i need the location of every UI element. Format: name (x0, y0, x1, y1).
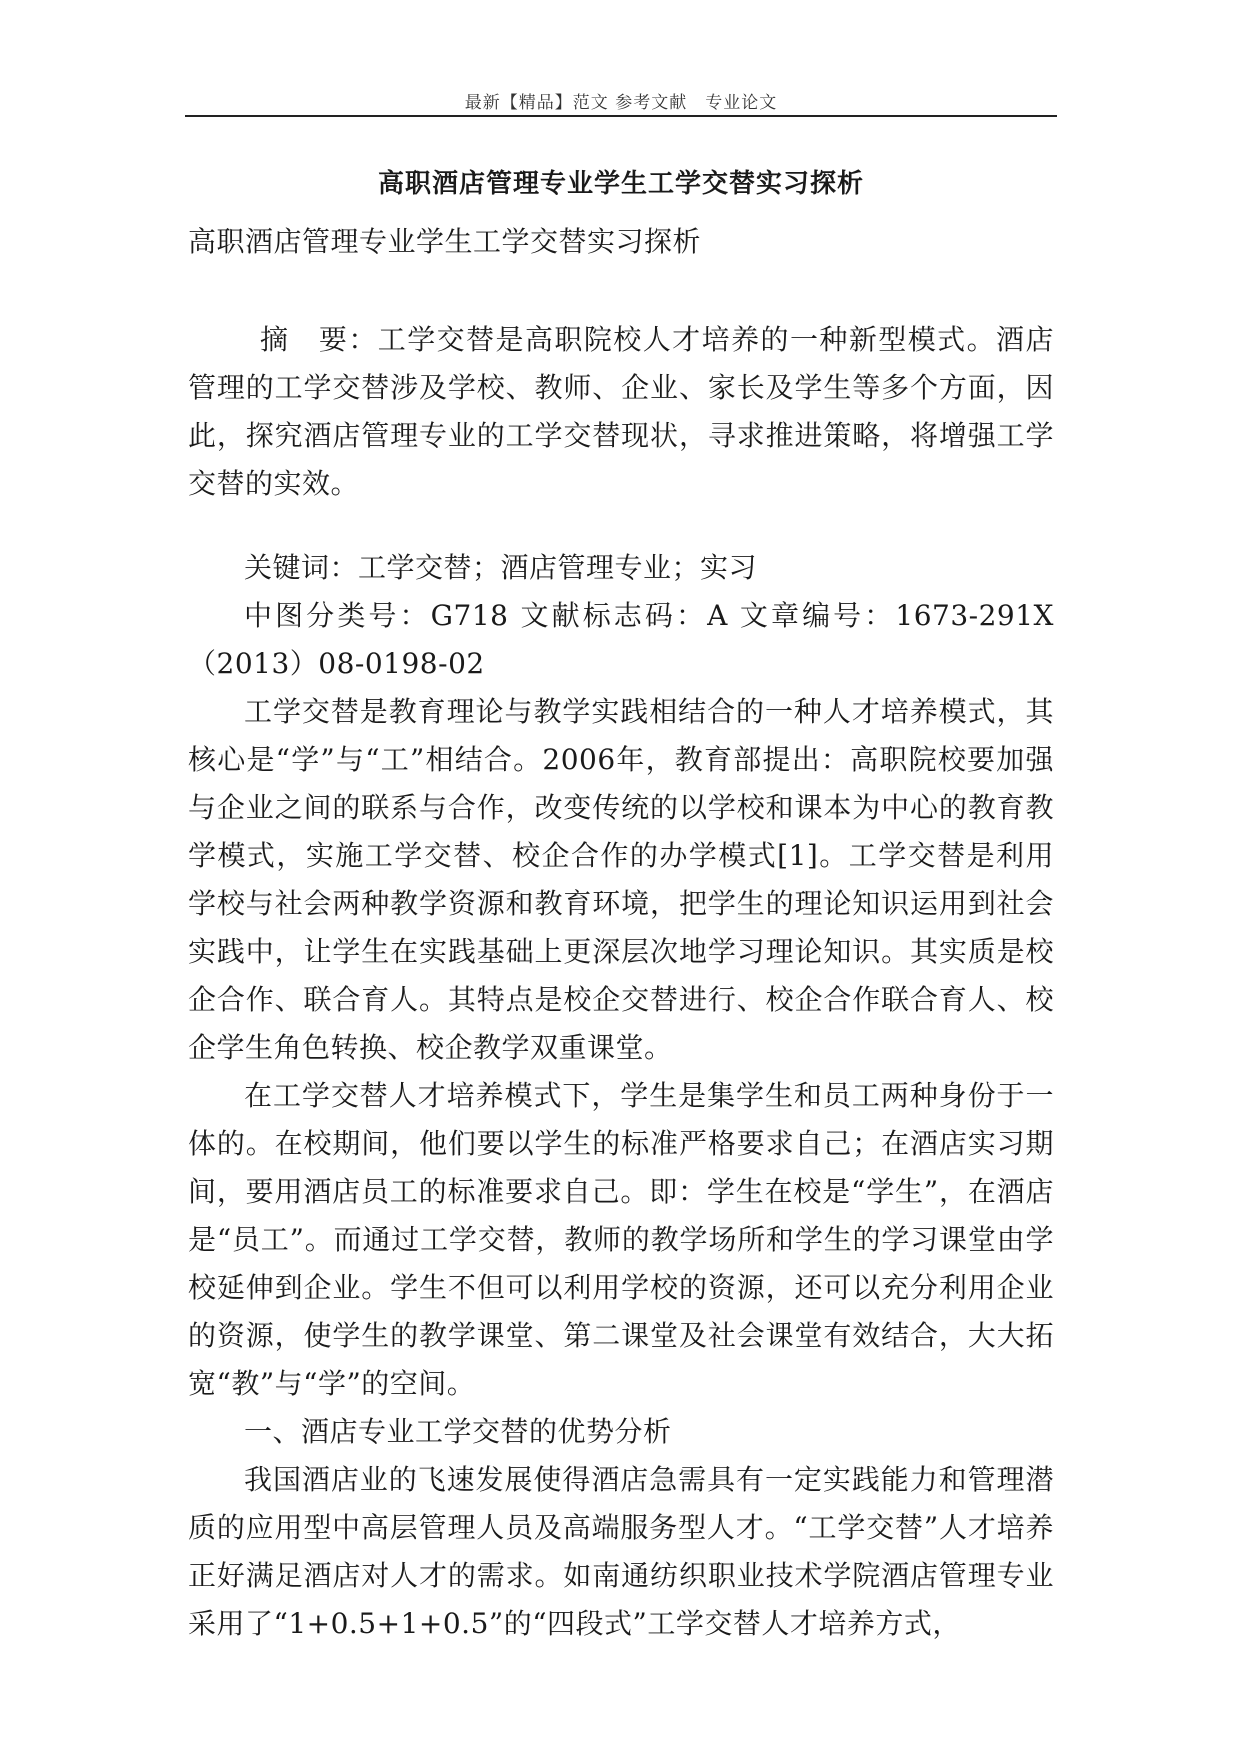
body-paragraph: 在工学交替人才培养模式下，学生是集学生和员工两种身份于一体的。在校期间，他们要以学生的标准严格要求自己；在酒店实习期间，要用酒店员工的标准要求自己。即：学生在校是“学生”，在酒店是“员工”。而通过工学交替，教师的教学场所和学生的学习课堂由学校延伸到企业。学生不但可以利用学校的资源，还可以充分利用企业的资源，使学生的教学课堂、第二课堂及社会课堂有效结合，大大拓宽“教”与“学”的空间。 (188, 1079, 1054, 1400)
header-divider (185, 115, 1057, 117)
document-subtitle: 高职酒店管理专业学生工学交替实习探析 (188, 225, 702, 258)
document-body (188, 218, 1054, 1648)
classification-line: 中图分类号：G718 文献标志码：A 文章编号：1673-291X（2013）08-0198-02 (188, 599, 1054, 680)
body-paragraph: 我国酒店业的飞速发展使得酒店急需具有一定实践能力和管理潜质的应用型中高层管理人员及高端服务型人才。“工学交替”人才培养正好满足酒店对人才的需求。如南通纺织职业技术学院酒店管理专业采用了“1+0.5+1+0.5”的“四段式”工学交替人才培养方式， (188, 1463, 1054, 1640)
document-title: 高职酒店管理专业学生工学交替实习探析 (377, 169, 864, 199)
abstract-paragraph: 摘 要：工学交替是高职院校人才培养的一种新型模式。酒店管理的工学交替涉及学校、教师、企业、家长及学生等多个方面，因此，探究酒店管理专业的工学交替现状，寻求推进策略，将增强工学交替的实效。 (188, 323, 1054, 500)
body-paragraph: 工学交替是教育理论与教学实践相结合的一种人才培养模式，其核心是“学”与“工”相结合。2006年，教育部提出：高职院校要加强与企业之间的联系与合作，改变传统的以学校和课本为中心的教育教学模式，实施工学交替、校企合作的办学模式[1]。工学交替是利用学校与社会两种教学资源和教育环境，把学生的理论知识运用到社会实践中，让学生在实践基础上更深层次地学习理论知识。其实质是校企合作、联合育人。其特点是校企交替进行、校企合作联合育人、校企学生角色转换、校企教学双重课堂。 (188, 695, 1054, 1064)
page-header: 最新【精品】范文 参考文献 专业论文 (464, 93, 778, 113)
section-heading: 一、酒店专业工学交替的优势分析 (244, 1415, 672, 1448)
keywords-line: 关键词：工学交替；酒店管理专业；实习 (244, 551, 758, 584)
